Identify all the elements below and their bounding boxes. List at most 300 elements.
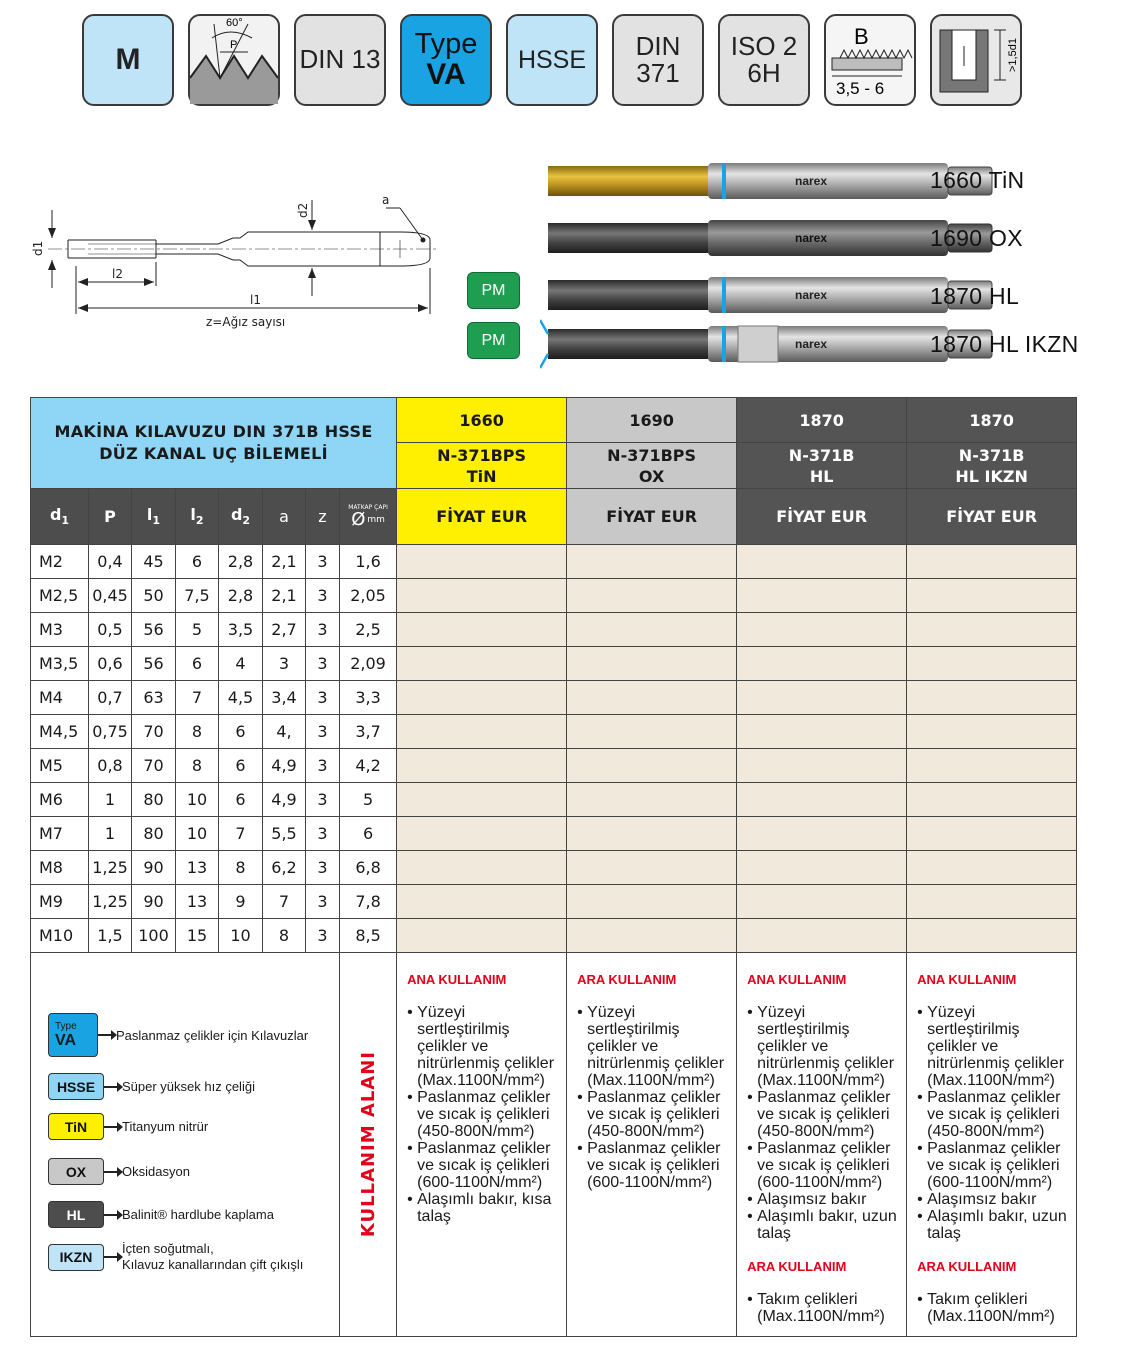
col-d2: $d_2$ <box>219 489 263 545</box>
ref-text: N-371BPS <box>437 445 527 465</box>
product-table <box>30 397 1077 1337</box>
legend-text: Süper yüksek hız çeliği <box>122 1079 255 1094</box>
cell-l2: 10 <box>176 783 219 817</box>
price-cell[interactable] <box>567 579 737 613</box>
col-p <box>89 489 132 545</box>
usage-list <box>577 1004 727 1191</box>
cell-d2: 9 <box>219 885 263 919</box>
table-row <box>31 613 1077 647</box>
price-cell[interactable] <box>737 851 907 885</box>
price-cell[interactable] <box>397 647 567 681</box>
cell-l2: 5 <box>176 613 219 647</box>
metric-badge <box>82 14 174 106</box>
cell-drill: 3,3 <box>340 681 397 715</box>
usage-list <box>407 1004 557 1225</box>
din13-label: DIN 13 <box>299 44 381 75</box>
cell-p: 1,5 <box>89 919 132 953</box>
cell-d1: M4 <box>31 681 89 715</box>
chamfer-label: B <box>854 24 869 49</box>
cell-z: 3 <box>306 885 340 919</box>
cell-a: 2,1 <box>263 579 306 613</box>
price-cell[interactable] <box>397 817 567 851</box>
cell-l1: 70 <box>132 715 176 749</box>
cell-l2: 6 <box>176 647 219 681</box>
price-cell[interactable] <box>397 783 567 817</box>
cell-l2: 10 <box>176 817 219 851</box>
cell-d1: M4,5 <box>31 715 89 749</box>
usage-list <box>917 1291 1067 1325</box>
usage-item: • Alaşımlı bakır, uzun talaş <box>747 1208 897 1242</box>
usage-item: • Alaşımlı bakır, uzun talaş <box>917 1208 1067 1242</box>
cell-z: 3 <box>306 715 340 749</box>
mouth-count-note: z=Ağız sayısı <box>206 315 286 329</box>
price-cell[interactable] <box>567 919 737 953</box>
legend-text: Oksidasyon <box>122 1164 190 1179</box>
l2-label: l2 <box>112 267 123 281</box>
price-cell[interactable] <box>907 851 1077 885</box>
price-header: FİYAT EUR <box>567 489 737 545</box>
cell-d2: 6 <box>219 715 263 749</box>
cell-z: 3 <box>306 783 340 817</box>
cell-drill: 1,6 <box>340 545 397 579</box>
iso-badge <box>718 14 810 106</box>
cell-d1: M6 <box>31 783 89 817</box>
price-cell[interactable] <box>737 749 907 783</box>
d1-label: d1 <box>31 240 45 256</box>
type-label: Type <box>414 28 478 61</box>
cell-d2: 4,5 <box>219 681 263 715</box>
price-cell[interactable] <box>397 851 567 885</box>
din371-badge <box>612 14 704 106</box>
price-cell[interactable] <box>907 919 1077 953</box>
price-cell[interactable] <box>567 545 737 579</box>
type-value: VA <box>426 58 466 92</box>
cell-p: 0,4 <box>89 545 132 579</box>
cell-l1: 56 <box>132 647 176 681</box>
usage-area-label <box>340 953 397 1337</box>
price-cell[interactable] <box>567 749 737 783</box>
cell-drill: 7,8 <box>340 885 397 919</box>
cell-l1: 80 <box>132 783 176 817</box>
price-cell[interactable] <box>397 545 567 579</box>
usage-item: • Takım çelikleri (Max.1100N/mm²) <box>747 1291 897 1325</box>
price-header: FİYAT EUR <box>737 489 907 545</box>
legend-tag: OX <box>48 1158 104 1185</box>
cell-z: 3 <box>306 749 340 783</box>
legend-text: Paslanmaz çelikler için Kılavuzlar <box>116 1027 309 1043</box>
coat-text: HL IKZN <box>955 466 1028 486</box>
price-cell[interactable] <box>907 613 1077 647</box>
price-cell[interactable] <box>907 545 1077 579</box>
tool-illustrations <box>460 150 1100 375</box>
arrow-icon <box>104 1214 120 1216</box>
usage-heading: ARA KULLANIM <box>917 1259 1017 1274</box>
table-row <box>31 783 1077 817</box>
usage-list <box>747 1004 897 1242</box>
l1-label: l1 <box>250 293 261 307</box>
legend-tag: HL <box>48 1201 104 1228</box>
cell-l1: 90 <box>132 885 176 919</box>
cell-l1: 90 <box>132 851 176 885</box>
usage-item: • Yüzeyi sertleştirilmiş çelikler ve nitrürlenmiş çelikler (Max.1100N/mm²) <box>747 1004 897 1089</box>
price-cell[interactable] <box>737 885 907 919</box>
cell-d2: 6 <box>219 749 263 783</box>
usage-col-1660 <box>397 953 567 1337</box>
cell-p: 0,5 <box>89 613 132 647</box>
price-cell[interactable] <box>907 885 1077 919</box>
cell-d1: M5 <box>31 749 89 783</box>
price-cell[interactable] <box>737 613 907 647</box>
usage-item: • Alaşımsız bakır <box>917 1191 1067 1208</box>
cell-a: 3 <box>263 647 306 681</box>
usage-item: • Paslanmaz çelikler ve sıcak iş çelikleri (450-800N/mm²) <box>407 1089 557 1140</box>
cell-d2: 8 <box>219 851 263 885</box>
cell-p: 0,7 <box>89 681 132 715</box>
col-l1-label: l <box>146 505 153 525</box>
col-d1-label: d <box>49 505 62 525</box>
cell-a: 2,1 <box>263 545 306 579</box>
pitch-label: P <box>230 39 238 51</box>
product-ref <box>397 443 567 489</box>
cell-d1: M9 <box>31 885 89 919</box>
usage-col-1690 <box>567 953 737 1337</box>
tool-label-1870: 1870 HL <box>930 283 1020 309</box>
usage-item: • Alaşımlı bakır, kısa talaş <box>407 1191 557 1225</box>
cell-d1: M2 <box>31 545 89 579</box>
cell-d2: 6 <box>219 783 263 817</box>
legend-text: İçten soğutmalı, Kılavuz kanallarından çift çıkışlı <box>122 1241 304 1272</box>
arrow-icon <box>104 1171 120 1173</box>
brand-logo: narex <box>795 174 828 188</box>
legend-item <box>48 1113 208 1140</box>
cell-d2: 2,8 <box>219 545 263 579</box>
col-l2-label: l <box>190 505 196 525</box>
iso-line2: 6H <box>747 58 781 88</box>
price-cell[interactable] <box>567 885 737 919</box>
din13-badge <box>294 14 386 106</box>
cell-z: 3 <box>306 919 340 953</box>
product-code: 1870 <box>907 398 1077 443</box>
product-code: 1870 <box>737 398 907 443</box>
price-cell[interactable] <box>397 579 567 613</box>
angle-label: 60° <box>226 17 243 29</box>
product-ref <box>567 443 737 489</box>
price-cell[interactable] <box>737 545 907 579</box>
price-cell[interactable] <box>567 647 737 681</box>
cell-p: 0,45 <box>89 579 132 613</box>
arrow-icon <box>104 1086 120 1088</box>
cell-z: 3 <box>306 613 340 647</box>
a-label: a <box>382 193 390 207</box>
pm-badge <box>467 322 520 359</box>
pm-badge <box>467 272 520 309</box>
col-a-label: a <box>279 507 289 526</box>
legend-item <box>48 1158 190 1185</box>
product-code: 1660 <box>397 398 567 443</box>
feature-badges <box>82 14 1027 106</box>
cell-l2: 15 <box>176 919 219 953</box>
price-cell[interactable] <box>907 647 1077 681</box>
cell-l1: 80 <box>132 817 176 851</box>
table-row <box>31 749 1077 783</box>
d2-label: d2 <box>296 202 310 218</box>
usage-item: • Paslanmaz çelikler ve sıcak iş çelikleri (450-800N/mm²) <box>917 1089 1067 1140</box>
cell-l2: 8 <box>176 749 219 783</box>
legend <box>31 953 340 1337</box>
cell-p: 0,6 <box>89 647 132 681</box>
col-p-label: P <box>104 507 116 526</box>
price-cell[interactable] <box>737 817 907 851</box>
arrow-icon <box>98 1034 114 1036</box>
product-code: 1690 <box>567 398 737 443</box>
cell-p: 0,8 <box>89 749 132 783</box>
legend-text: Titanyum nitrür <box>122 1119 209 1134</box>
table-row <box>31 817 1077 851</box>
product-ref <box>907 443 1077 489</box>
cell-l1: 63 <box>132 681 176 715</box>
usage-item: • Paslanmaz çelikler ve sıcak iş çelikleri (450-800N/mm²) <box>747 1089 897 1140</box>
legend-tag: TiN <box>48 1113 104 1140</box>
price-header: FİYAT EUR <box>907 489 1077 545</box>
cell-d1: M7 <box>31 817 89 851</box>
price-cell[interactable] <box>567 817 737 851</box>
cell-d1: M3,5 <box>31 647 89 681</box>
cell-d1: M2,5 <box>31 579 89 613</box>
pm-label: PM <box>481 331 506 349</box>
cell-a: 5,5 <box>263 817 306 851</box>
price-cell[interactable] <box>567 715 737 749</box>
price-cell[interactable] <box>907 817 1077 851</box>
cell-drill: 2,5 <box>340 613 397 647</box>
col-z-label: z <box>318 507 327 526</box>
cell-a: 4, <box>263 715 306 749</box>
cell-drill: 2,09 <box>340 647 397 681</box>
ref-text: N-371B <box>958 445 1025 465</box>
price-cell[interactable] <box>737 579 907 613</box>
depth-label: >1,5d1 <box>1007 38 1019 72</box>
ref-text: N-371BPS <box>607 445 697 465</box>
usage-item: • Yüzeyi sertleştirilmiş çelikler ve nitrürlenmiş çelikler (Max.1100N/mm²) <box>577 1004 727 1089</box>
price-header: FİYAT EUR <box>397 489 567 545</box>
cell-l2: 7 <box>176 681 219 715</box>
tool-label-1870-ikzn: 1870 HL IKZN <box>930 331 1079 357</box>
arrow-icon <box>104 1256 120 1258</box>
usage-item: • Yüzeyi sertleştirilmiş çelikler ve nitrürlenmiş çelikler (Max.1100N/mm²) <box>407 1004 557 1089</box>
col-l2: $l_2$ <box>176 489 219 545</box>
legend-item <box>48 1073 255 1100</box>
price-cell[interactable] <box>907 715 1077 749</box>
cell-d2: 10 <box>219 919 263 953</box>
tool-1870-ikzn <box>540 320 992 368</box>
col-d2-label: d <box>230 505 243 525</box>
cell-a: 7 <box>263 885 306 919</box>
cell-drill: 6,8 <box>340 851 397 885</box>
usage-item: • Alaşımsız bakır <box>747 1191 897 1208</box>
cell-p: 1,25 <box>89 885 132 919</box>
cell-l2: 6 <box>176 545 219 579</box>
usage-heading: ANA KULLANIM <box>747 972 847 987</box>
cell-l1: 45 <box>132 545 176 579</box>
price-cell[interactable] <box>567 613 737 647</box>
cell-l2: 13 <box>176 851 219 885</box>
usage-item: • Paslanmaz çelikler ve sıcak iş çelikleri (450-800N/mm²) <box>577 1089 727 1140</box>
usage-area-text: KULLANIM ALANI <box>357 1051 379 1238</box>
cell-z: 3 <box>306 647 340 681</box>
cell-d1: M3 <box>31 613 89 647</box>
tap-technical-drawing <box>28 190 448 340</box>
cell-l2: 7,5 <box>176 579 219 613</box>
price-cell[interactable] <box>397 749 567 783</box>
price-cell[interactable] <box>397 613 567 647</box>
metric-label: M <box>115 43 141 77</box>
cell-z: 3 <box>306 851 340 885</box>
tool-1870 <box>548 277 992 313</box>
tool-label-1660: 1660 TiN <box>930 167 1025 193</box>
cell-d2: 4 <box>219 647 263 681</box>
price-cell[interactable] <box>397 919 567 953</box>
cell-d2: 2,8 <box>219 579 263 613</box>
coat-text: HL <box>809 466 834 486</box>
type-va-badge <box>400 14 492 106</box>
coat-text: OX <box>638 466 665 486</box>
ref-text: N-371B <box>788 445 855 465</box>
tool-label-1690: 1690 OX <box>930 225 1023 251</box>
price-cell[interactable] <box>567 783 737 817</box>
cell-z: 3 <box>306 579 340 613</box>
col-drill <box>340 489 397 545</box>
cell-a: 4,9 <box>263 749 306 783</box>
drill-unit: mm <box>367 514 385 525</box>
legend-item <box>48 1241 303 1273</box>
usage-heading: ARA KULLANIM <box>747 1259 847 1274</box>
price-cell[interactable] <box>907 681 1077 715</box>
cell-z: 3 <box>306 681 340 715</box>
usage-list <box>747 1291 897 1325</box>
usage-heading: ANA KULLANIM <box>917 972 1017 987</box>
tool-1690 <box>548 220 992 256</box>
din371-line2: 371 <box>636 58 680 88</box>
cell-d2: 3,5 <box>219 613 263 647</box>
cell-p: 0,75 <box>89 715 132 749</box>
chamfer-badge <box>824 14 916 106</box>
usage-heading: ANA KULLANIM <box>407 972 507 987</box>
brand-logo: narex <box>795 231 828 245</box>
pm-label: PM <box>481 281 506 299</box>
cell-drill: 2,05 <box>340 579 397 613</box>
price-cell[interactable] <box>397 885 567 919</box>
chamfer-range: 3,5 - 6 <box>836 79 885 98</box>
price-cell[interactable] <box>737 919 907 953</box>
arrow-icon <box>104 1126 120 1128</box>
cell-a: 3,4 <box>263 681 306 715</box>
usage-col-1870-ikzn <box>907 953 1077 1337</box>
usage-item: • Takım çelikleri (Max.1100N/mm²) <box>917 1291 1067 1325</box>
table-row <box>31 851 1077 885</box>
cell-l2: 13 <box>176 885 219 919</box>
price-cell[interactable] <box>737 715 907 749</box>
price-cell[interactable] <box>737 647 907 681</box>
table-row <box>31 885 1077 919</box>
cell-a: 2,7 <box>263 613 306 647</box>
coat-text: TiN <box>466 466 497 486</box>
cell-p: 1 <box>89 817 132 851</box>
usage-item: • Paslanmaz çelikler ve sıcak iş çelikleri (600-1100N/mm²) <box>407 1140 557 1191</box>
price-cell[interactable] <box>737 681 907 715</box>
table-row <box>31 715 1077 749</box>
cell-d1: M8 <box>31 851 89 885</box>
cell-l1: 70 <box>132 749 176 783</box>
usage-heading: ARA KULLANIM <box>577 972 677 987</box>
table-row <box>31 919 1077 953</box>
usage-item: • Yüzeyi sertleştirilmiş çelikler ve nitrürlenmiş çelikler (Max.1100N/mm²) <box>917 1004 1067 1089</box>
usage-item: • Paslanmaz çelikler ve sıcak iş çelikleri (600-1100N/mm²) <box>577 1140 727 1191</box>
col-d1: $d_1$ <box>31 489 89 545</box>
brand-logo: narex <box>795 337 828 351</box>
hsse-badge <box>506 14 598 106</box>
iso-line1: ISO 2 <box>730 30 798 61</box>
table-row <box>31 545 1077 579</box>
cell-l2: 8 <box>176 715 219 749</box>
table-title <box>31 398 397 489</box>
cell-a: 6,2 <box>263 851 306 885</box>
drill-icon: Ø mm <box>351 509 385 530</box>
cell-a: 4,9 <box>263 783 306 817</box>
col-z <box>306 489 340 545</box>
cell-l1: 50 <box>132 579 176 613</box>
legend-tag: IKZN <box>48 1244 104 1271</box>
cell-a: 8 <box>263 919 306 953</box>
cell-d1: M10 <box>31 919 89 953</box>
usage-col-1870 <box>737 953 907 1337</box>
price-cell[interactable] <box>567 851 737 885</box>
price-cell[interactable] <box>397 715 567 749</box>
cell-drill: 5 <box>340 783 397 817</box>
cell-drill: 8,5 <box>340 919 397 953</box>
cell-drill: 3,7 <box>340 715 397 749</box>
din371-line1: DIN <box>635 30 681 61</box>
price-cell[interactable] <box>737 783 907 817</box>
hsse-label: HSSE <box>517 45 587 74</box>
table-row <box>31 647 1077 681</box>
legend-tag: Type VA <box>48 1013 98 1057</box>
price-cell[interactable] <box>397 681 567 715</box>
legend-tag: HSSE <box>48 1073 104 1100</box>
drill-label: MATKAP ÇAPI <box>348 504 388 511</box>
cell-p: 1,25 <box>89 851 132 885</box>
blind-hole-icon <box>930 14 1022 106</box>
cell-l1: 56 <box>132 613 176 647</box>
col-l1: $l_1$ <box>132 489 176 545</box>
cell-z: 3 <box>306 545 340 579</box>
legend-item <box>48 1201 274 1228</box>
usage-list <box>917 1004 1067 1242</box>
cell-l1: 100 <box>132 919 176 953</box>
usage-item: • Paslanmaz çelikler ve sıcak iş çelikleri (600-1100N/mm²) <box>917 1140 1067 1191</box>
price-cell[interactable] <box>907 749 1077 783</box>
cell-d2: 7 <box>219 817 263 851</box>
usage-item: • Paslanmaz çelikler ve sıcak iş çelikleri (600-1100N/mm²) <box>747 1140 897 1191</box>
tool-1660 <box>548 163 992 199</box>
cell-drill: 4,2 <box>340 749 397 783</box>
brand-logo: narex <box>795 288 828 302</box>
cell-p: 1 <box>89 783 132 817</box>
table-row <box>31 579 1077 613</box>
price-cell[interactable] <box>907 579 1077 613</box>
price-cell[interactable] <box>567 681 737 715</box>
price-cell[interactable] <box>907 783 1077 817</box>
legend-text: Balinit® hardlube kaplama <box>122 1207 274 1222</box>
col-a <box>263 489 306 545</box>
